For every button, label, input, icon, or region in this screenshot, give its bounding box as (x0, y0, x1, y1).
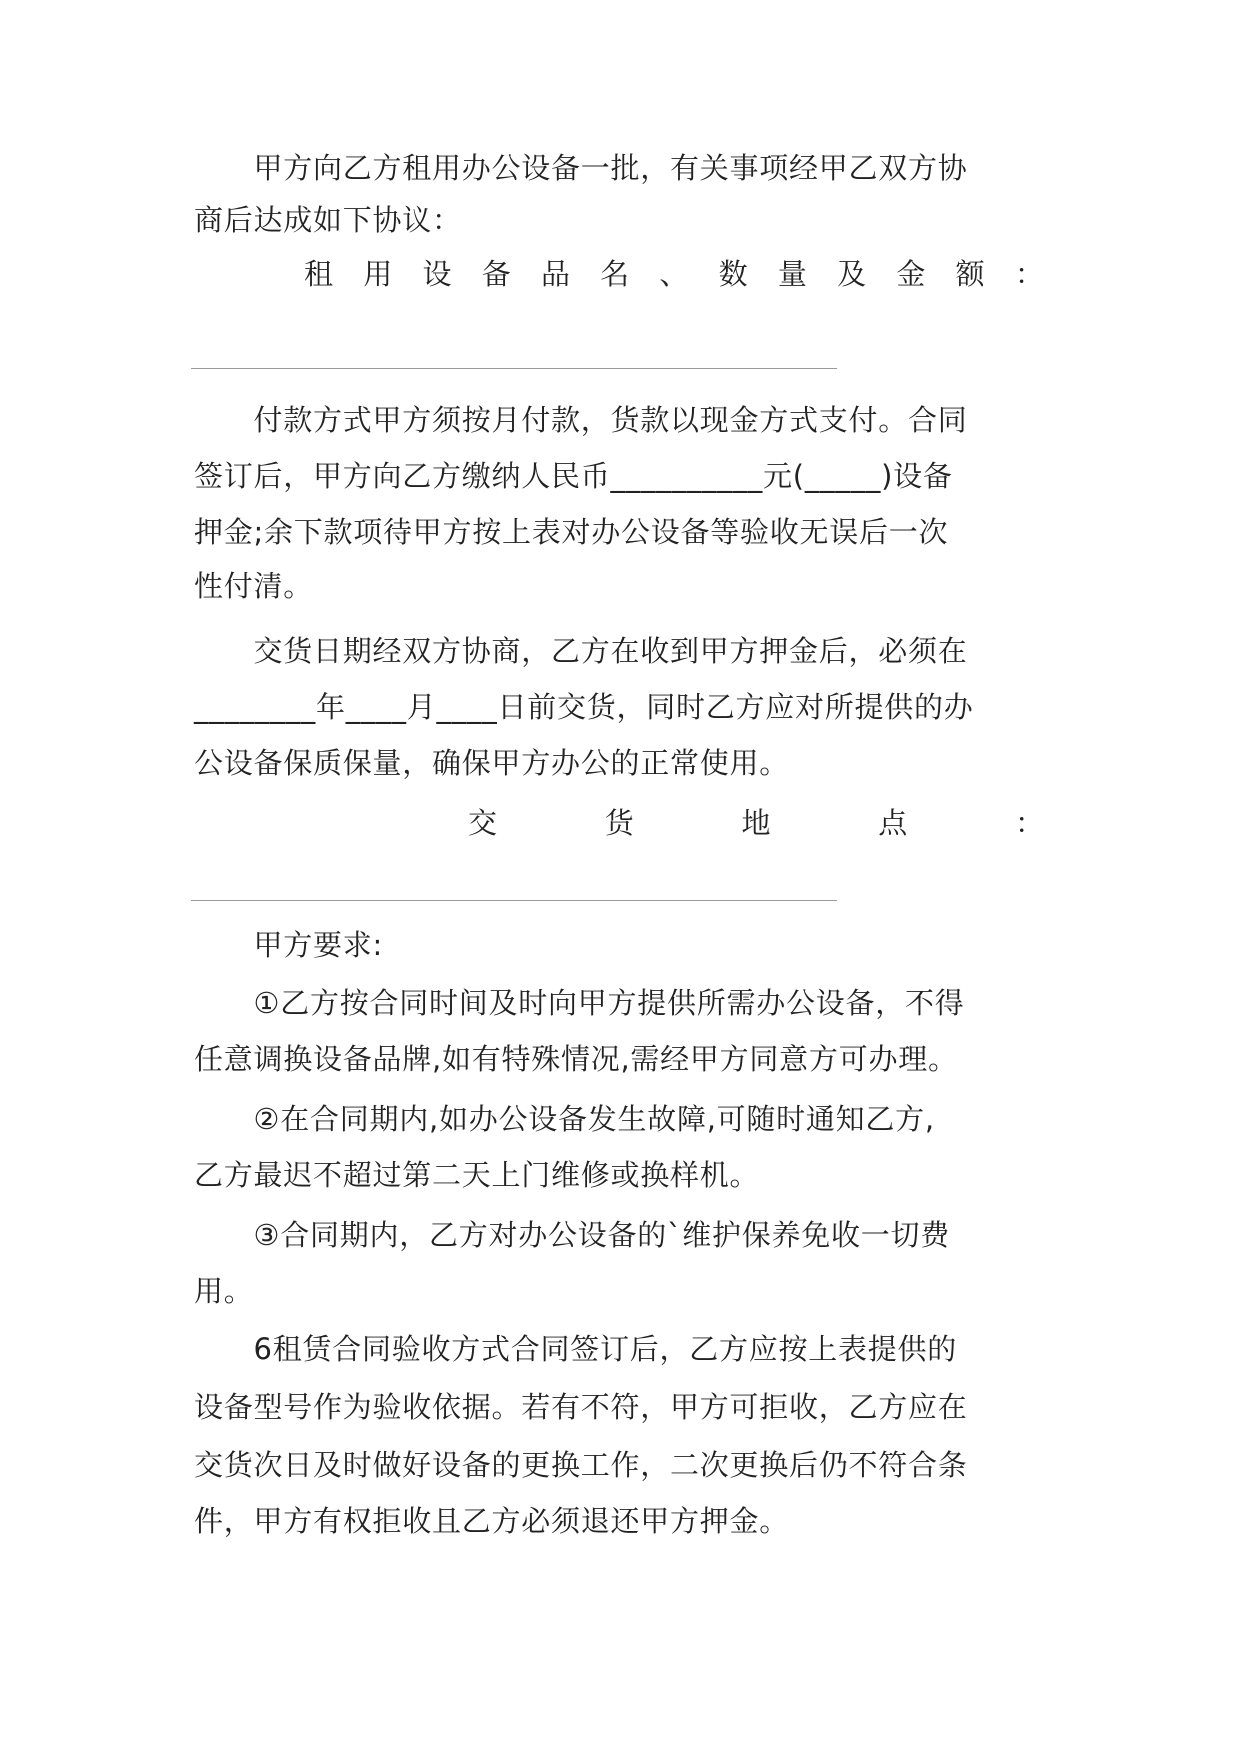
requirement-2-line-2: 乙方最迟不超过第二天上门维修或换样机。 (194, 1158, 760, 1192)
delivery-date-line-2: ________年____月____日前交货，同时乙方应对所提供的办 (194, 690, 974, 724)
delivery-place-label-char: 货 (604, 806, 634, 840)
equipment-label (304, 254, 1044, 294)
requirement-1-line-2: 任意调换设备品牌,如有特殊情况,需经甲方同意方可办理。 (194, 1042, 958, 1076)
payment-line-4: 性付清。 (194, 569, 314, 603)
intro-line-2: 商后达成如下协议： (194, 203, 462, 237)
acceptance-line-1: 6租赁合同验收方式合同签订后，乙方应按上表提供的 (194, 1332, 957, 1366)
delivery-date-line-3: 公设备保质保量，确保甲方办公的正常使用。 (194, 746, 790, 780)
requirement-2-line-1: ②在合同期内,如办公设备发生故障,可随时通知乙方, (194, 1102, 935, 1136)
payment-line-3: 押金;余下款项待甲方按上表对办公设备等验收无误后一次 (194, 515, 949, 549)
equipment-label-char: 备 (481, 257, 511, 291)
delivery-place-label (468, 803, 1044, 843)
delivery-place-blank-line (191, 900, 837, 901)
requirement-1-line-1: ①乙方按合同时间及时向甲方提供所需办公设备，不得 (194, 986, 965, 1020)
delivery-place-label-char: 交 (468, 806, 498, 840)
equipment-label-char: 租 (304, 257, 334, 291)
intro-line-1: 甲方向乙方租用办公设备一批，有关事项经甲乙双方协 (194, 151, 968, 185)
equipment-label-char: ： (1014, 257, 1044, 291)
equipment-label-char: 金 (896, 257, 926, 291)
equipment-label-char: 、 (659, 257, 689, 291)
equipment-label-char: 数 (718, 257, 748, 291)
delivery-place-label-char: 点 (878, 806, 908, 840)
payment-line-1: 付款方式甲方须按月付款，货款以现金方式支付。合同 (194, 403, 968, 437)
equipment-label-char: 额 (955, 257, 985, 291)
acceptance-line-2: 设备型号作为验收依据。若有不符，甲方可拒收，乙方应在 (194, 1390, 968, 1424)
equipment-label-char: 品 (540, 257, 570, 291)
equipment-label-char: 及 (837, 257, 867, 291)
requirements-title: 甲方要求: (194, 928, 384, 962)
payment-line-2: 签订后，甲方向乙方缴纳人民币__________元(_____)设备 (194, 459, 953, 493)
equipment-label-char: 名 (600, 257, 630, 291)
acceptance-line-3: 交货次日及时做好设备的更换工作，二次更换后仍不符合条 (194, 1448, 968, 1482)
delivery-date-line-1: 交货日期经双方协商，乙方在收到甲方押金后，必须在 (194, 634, 968, 668)
equipment-label-char: 设 (422, 257, 452, 291)
equipment-label-char: 量 (777, 257, 807, 291)
delivery-place-label-char: ： (1014, 806, 1044, 840)
requirement-3-line-1: ③合同期内，乙方对办公设备的`维护保养免收一切费 (194, 1218, 950, 1252)
requirement-3-line-2: 用。 (194, 1274, 254, 1308)
equipment-blank-line (191, 368, 837, 369)
acceptance-line-4: 件，甲方有权拒收且乙方必须退还甲方押金。 (194, 1504, 790, 1538)
equipment-label-char: 用 (363, 257, 393, 291)
delivery-place-label-char: 地 (741, 806, 771, 840)
